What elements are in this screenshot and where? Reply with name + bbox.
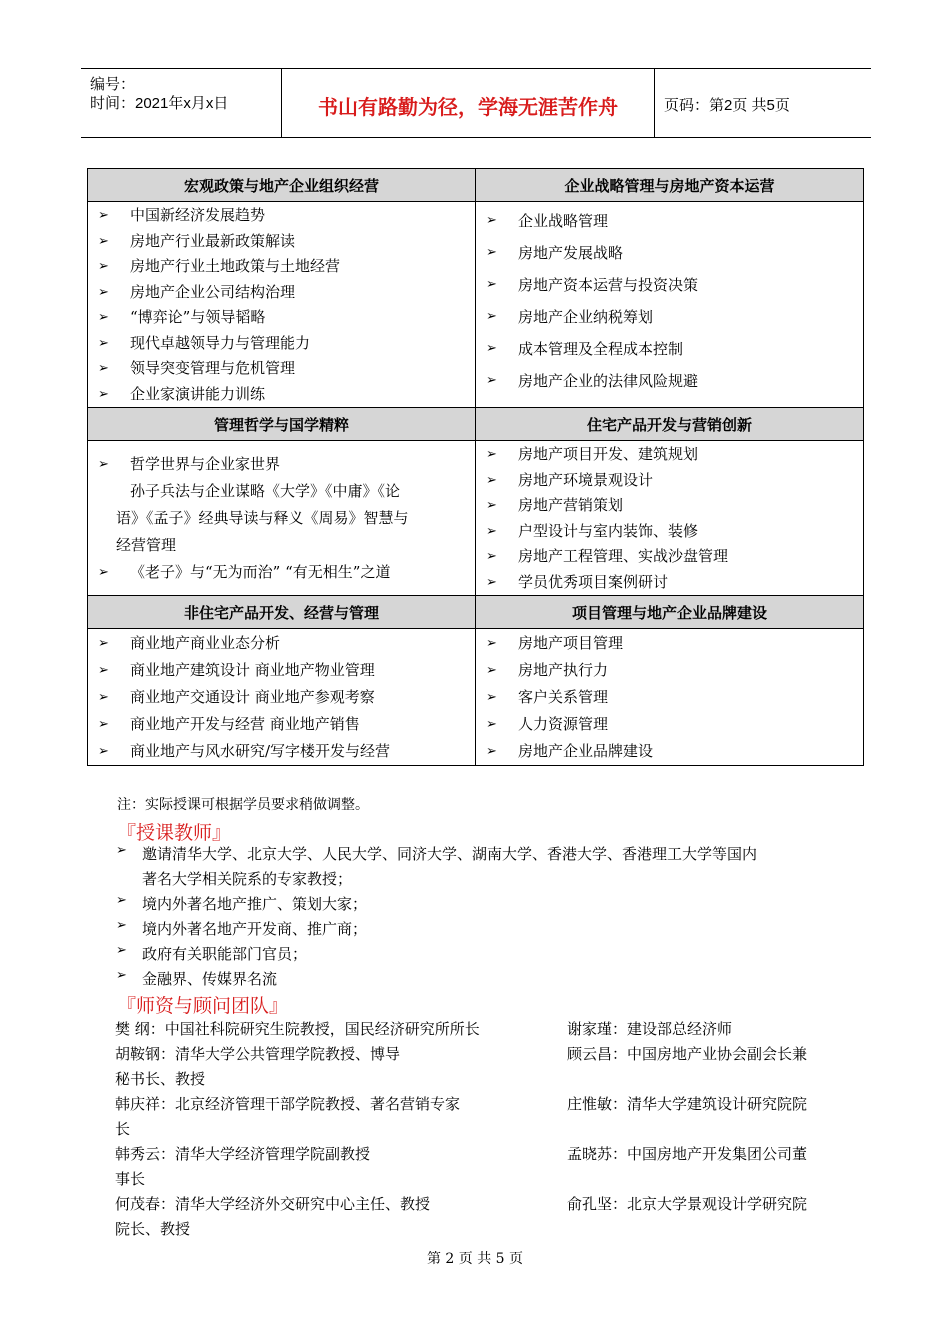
module-list [476, 630, 863, 765]
list-item: 经营管理 [116, 536, 177, 554]
table-row [88, 202, 864, 408]
header-page-cell [655, 69, 871, 137]
arrow-bullet-icon: ➢ [486, 523, 497, 539]
arrow-bullet-icon: ➢ [98, 744, 109, 759]
advisor-line: 长 [115, 1120, 131, 1138]
arrow-bullet-icon: ➢ [486, 341, 497, 356]
advisor-line: 院长、教授 [115, 1220, 191, 1238]
arrow-bullet-icon: ➢ [486, 213, 497, 228]
arrow-bullet-icon: ➢ [98, 386, 109, 402]
advisor-line: 事长 [115, 1170, 146, 1188]
list-item: ➢ 商业地产交通设计 商业地产参观考察 [88, 684, 475, 711]
arrow-bullet-icon: ➢ [486, 447, 497, 462]
arrow-bullet-icon: ➢ [486, 472, 497, 488]
arrow-bullet-icon: ➢ [486, 717, 497, 732]
module-list [476, 442, 863, 595]
arrow-bullet-icon: ➢ [486, 549, 497, 564]
arrow-bullet-icon: ➢ [98, 565, 109, 580]
teachers-section-title: 『授课教师』 [117, 822, 232, 844]
arrow-bullet-icon: ➢ [116, 918, 127, 933]
header-meta [81, 69, 282, 137]
arrow-bullet-icon: ➢ [98, 208, 109, 223]
number-label: 编号： [90, 76, 136, 93]
table-row [88, 596, 864, 629]
arrow-bullet-icon: ➢ [116, 943, 127, 958]
arrow-bullet-icon: ➢ [486, 498, 497, 513]
module-cell [476, 629, 864, 766]
list-item: ➢ 企业战略管理 [476, 205, 863, 237]
advisor-line: 孟晓苏：中国房地产开发集团公司董 [567, 1145, 808, 1163]
advisor-line: 俞孔坚：北京大学景观设计学研究院 [567, 1195, 808, 1213]
arrow-bullet-icon: ➢ [486, 309, 497, 324]
list-item: 孙子兵法与企业谋略《大学》《中庸》《论 [130, 482, 401, 500]
list-item: ➢ 商业地产建筑设计 商业地产物业管理 [88, 657, 475, 684]
module-title: 宏观政策与地产企业组织经营 [88, 169, 476, 202]
teacher-item: ➢ 政府有关职能部门官员； [116, 943, 308, 963]
table-row [88, 441, 864, 596]
table-row [88, 169, 864, 202]
module-title: 非住宅产品开发、经营与管理 [88, 596, 476, 629]
list-item: ➢ 客户关系管理 [476, 684, 863, 711]
arrow-bullet-icon: ➢ [98, 457, 109, 472]
list-item: ➢ 房地产企业品牌建设 [476, 738, 863, 765]
module-title: 企业战略管理与房地产资本运营 [476, 169, 864, 202]
arrow-bullet-icon: ➢ [98, 335, 109, 351]
arrow-bullet-icon: ➢ [486, 636, 497, 651]
arrow-bullet-icon: ➢ [98, 663, 109, 678]
list-item: ➢ 房地产企业纳税筹划 [476, 301, 863, 333]
list-item: ➢ 房地产企业的法律风险规避 [476, 365, 863, 397]
arrow-bullet-icon: ➢ [486, 744, 497, 759]
module-cell [88, 629, 476, 766]
list-item: ➢ 房地产营销策划 [476, 493, 863, 519]
advisors-section-title: 『师资与顾问团队』 [117, 995, 289, 1017]
advisor-line: 何茂春：清华大学经济外交研究中心主任、教授 [115, 1195, 431, 1213]
list-item: ➢ 《老子》与“无为而治” “有无相生”之道 [88, 559, 475, 586]
list-item: ➢ 中国新经济发展趋势 [88, 203, 475, 229]
table-row [88, 408, 864, 441]
arrow-bullet-icon: ➢ [486, 245, 497, 260]
header-motto-cell [282, 69, 655, 137]
module-list [88, 630, 475, 765]
list-item: ➢ 学员优秀项目案例研讨 [476, 570, 863, 596]
arrow-bullet-icon: ➢ [116, 968, 127, 983]
list-item: ➢ 房地产行业土地政策与土地经营 [88, 254, 475, 280]
advisor-line: 秘书长、教授 [115, 1070, 206, 1088]
advisor-line: 韩庆祥：北京经济管理干部学院教授、著名营销专家 [115, 1095, 461, 1113]
module-title: 项目管理与地产企业品牌建设 [476, 596, 864, 629]
list-item: ➢ 房地产行业最新政策解读 [88, 229, 475, 255]
module-list [476, 205, 863, 397]
teacher-item: ➢ 金融界、传媒界名流 [116, 968, 278, 988]
list-item: ➢ 商业地产商业业态分析 [88, 630, 475, 657]
list-item: ➢ 房地产执行力 [476, 657, 863, 684]
course-note: 注：实际授课可根据学员要求稍做调整。 [117, 797, 369, 813]
arrow-bullet-icon: ➢ [486, 574, 497, 590]
list-item: ➢ 房地产项目管理 [476, 630, 863, 657]
list-item: ➢ 企业家演讲能力训练 [88, 382, 475, 408]
arrow-bullet-icon: ➢ [116, 843, 127, 858]
module-title: 管理哲学与国学精粹 [88, 408, 476, 441]
list-item: ➢ 领导突变管理与危机管理 [88, 356, 475, 382]
list-item: 语》《孟子》经典导读与释义《周易》智慧与 [116, 509, 409, 527]
module-list [88, 203, 475, 407]
page-label: 页码：第2页 共5页 [664, 97, 790, 114]
list-item: ➢ 现代卓越领导力与管理能力 [88, 331, 475, 357]
list-item: ➢ 房地产环境景观设计 [476, 468, 863, 494]
arrow-bullet-icon: ➢ [98, 284, 109, 300]
module-list [88, 451, 475, 586]
time-label: 时间：2021年x月x日 [90, 95, 229, 112]
arrow-bullet-icon: ➢ [98, 717, 109, 732]
module-cell [476, 441, 864, 596]
page-header [81, 68, 871, 138]
arrow-bullet-icon: ➢ [98, 310, 109, 325]
list-item: ➢ 商业地产与风水研究/写字楼开发与经营 [88, 738, 475, 765]
list-item: ➢ 哲学世界与企业家世界 [88, 451, 475, 478]
list-item: ➢ “博弈论”与领导韬略 [88, 305, 475, 331]
arrow-bullet-icon: ➢ [486, 663, 497, 678]
advisor-line: 庄惟敏：清华大学建筑设计研究院院 [567, 1095, 808, 1113]
teacher-item-continued: 著名大学相关院系的专家教授； [142, 870, 353, 888]
arrow-bullet-icon: ➢ [98, 361, 109, 376]
arrow-bullet-icon: ➢ [486, 277, 497, 292]
advisor-line: 顾云昌：中国房地产业协会副会长兼 [567, 1045, 808, 1063]
module-cell [88, 441, 476, 596]
advisor-line: 胡鞍钢：清华大学公共管理学院教授、博导 [115, 1045, 401, 1063]
arrow-bullet-icon: ➢ [116, 893, 127, 908]
arrow-bullet-icon: ➢ [486, 373, 497, 388]
motto: 书山有路勤为径，学海无涯苦作舟 [318, 95, 618, 119]
teacher-item: ➢ 邀请清华大学、北京大学、人民大学、同济大学、湖南大学、香港大学、香港理工大学等国内 [116, 843, 758, 863]
arrow-bullet-icon: ➢ [98, 636, 109, 651]
arrow-bullet-icon: ➢ [486, 690, 497, 705]
module-cell [476, 202, 864, 408]
list-item: ➢ 房地产发展战略 [476, 237, 863, 269]
list-item: ➢ 房地产企业公司结构治理 [88, 280, 475, 306]
list-item: ➢ 成本管理及全程成本控制 [476, 333, 863, 365]
advisor-line: 樊 纲：中国社科院研究生院教授，国民经济研究所所长 [115, 1020, 480, 1038]
module-title: 住宅产品开发与营销创新 [476, 408, 864, 441]
table-row [88, 629, 864, 766]
arrow-bullet-icon: ➢ [98, 259, 109, 274]
list-item: ➢ 商业地产开发与经营 商业地产销售 [88, 711, 475, 738]
advisor-line: 韩秀云：清华大学经济管理学院副教授 [115, 1145, 371, 1163]
module-cell [88, 202, 476, 408]
teacher-item: ➢ 境内外著名地产开发商、推广商； [116, 918, 368, 938]
list-item: ➢ 人力资源管理 [476, 711, 863, 738]
list-item: ➢ 房地产项目开发、建筑规划 [476, 442, 863, 468]
arrow-bullet-icon: ➢ [98, 690, 109, 705]
list-item: ➢ 户型设计与室内装饰、装修 [476, 519, 863, 545]
course-table [87, 168, 864, 766]
teacher-item: ➢ 境内外著名地产推广、策划大家； [116, 893, 368, 913]
advisor-line: 谢家瑾：建设部总经济师 [567, 1020, 733, 1038]
list-item: ➢ 房地产资本运营与投资决策 [476, 269, 863, 301]
page-footer: 第 2 页 共 5 页 [426, 1251, 524, 1267]
arrow-bullet-icon: ➢ [98, 233, 109, 249]
list-item: ➢ 房地产工程管理、实战沙盘管理 [476, 544, 863, 570]
